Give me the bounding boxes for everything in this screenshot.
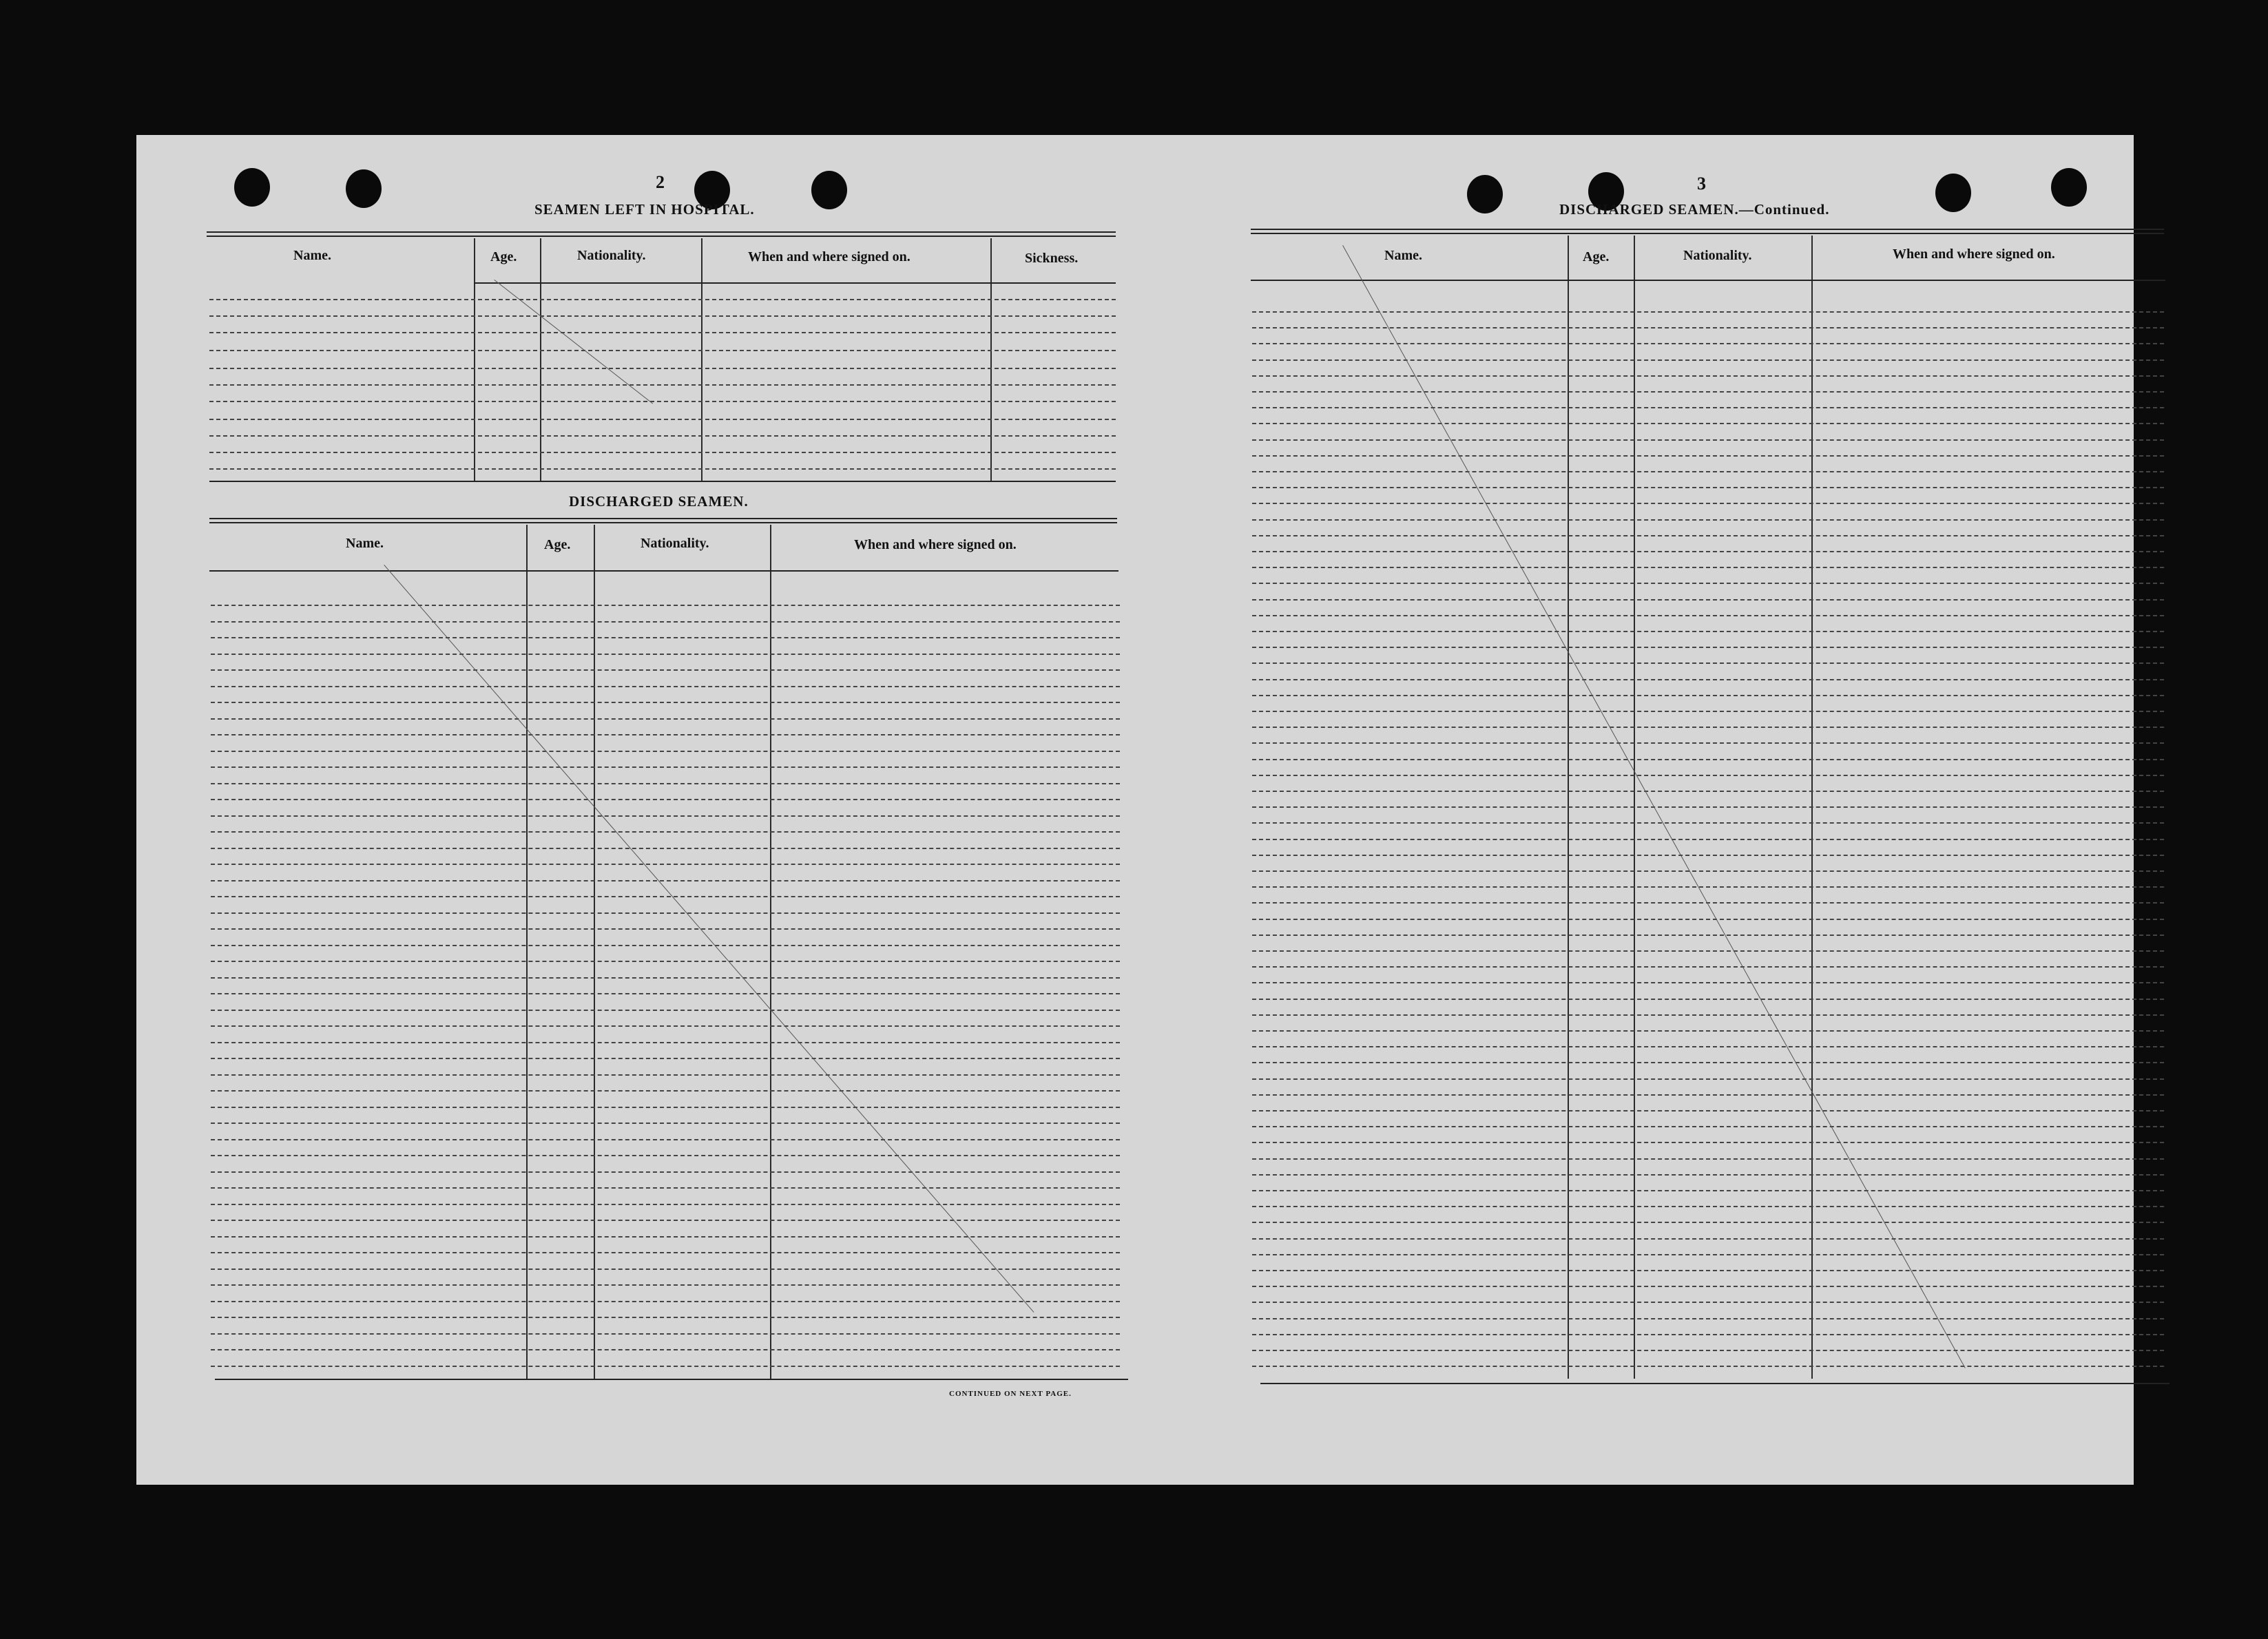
- entry-line: [1252, 806, 2164, 808]
- entry-line: [1252, 1094, 2164, 1096]
- entry-line: [1252, 455, 2164, 457]
- punch-hole: [811, 171, 847, 209]
- entry-line: [211, 1171, 1120, 1173]
- entry-line: [1252, 759, 2164, 760]
- entry-line: [211, 831, 1120, 833]
- discharged-continued-title: DISCHARGED SEAMEN.—Continued.: [1559, 201, 1830, 218]
- entry-line: [209, 368, 1116, 369]
- entry-line: [211, 751, 1120, 752]
- column-header-signed-on: When and where signed on.: [748, 249, 911, 264]
- entry-line: [211, 686, 1120, 687]
- entry-line: [211, 880, 1120, 881]
- rule: [207, 231, 1116, 233]
- entry-line: [211, 1090, 1120, 1092]
- entry-line: [211, 896, 1120, 897]
- entry-line: [1252, 919, 2164, 920]
- rule: [207, 236, 1116, 237]
- entry-line: [209, 468, 1116, 470]
- entry-line: [1252, 375, 2164, 377]
- entry-line: [211, 1155, 1120, 1156]
- hospital-section-title: SEAMEN LEFT IN HOSPITAL.: [534, 201, 755, 218]
- entry-line: [211, 1204, 1120, 1205]
- entry-line: [211, 1349, 1120, 1350]
- entry-line: [211, 928, 1120, 930]
- entry-line: [1252, 870, 2164, 872]
- entry-line: [209, 401, 1116, 402]
- entry-line: [1252, 391, 2164, 393]
- entry-line: [211, 1366, 1120, 1367]
- entry-line: [1252, 1174, 2164, 1176]
- entry-line: [211, 654, 1120, 655]
- entry-line: [211, 1010, 1120, 1011]
- rule: [1260, 1383, 2170, 1384]
- entry-line: [1252, 1110, 2164, 1111]
- entry-line: [1252, 583, 2164, 584]
- column-header-sickness: Sickness.: [1025, 251, 1079, 266]
- entry-line: [1252, 791, 2164, 792]
- entry-line: [211, 1042, 1120, 1043]
- entry-line: [211, 1236, 1120, 1238]
- entry-line: [1252, 343, 2164, 344]
- entry-line: [1252, 886, 2164, 888]
- entry-line: [1252, 1142, 2164, 1143]
- entry-line: [209, 332, 1116, 333]
- entry-line: [1252, 1334, 2164, 1335]
- entry-line: [1252, 775, 2164, 776]
- entry-line: [1252, 615, 2164, 616]
- entry-line: [211, 1074, 1120, 1076]
- entry-line: [211, 1139, 1120, 1140]
- entry-line: [1252, 311, 2164, 313]
- column-divider: [701, 238, 703, 481]
- column-header-name: Name.: [346, 536, 384, 551]
- column-header-age: Age.: [1583, 249, 1610, 264]
- entry-line: [1252, 1078, 2164, 1080]
- header-underline: [474, 282, 1116, 284]
- entry-line: [211, 1107, 1120, 1108]
- discharged-section-title: DISCHARGED SEAMEN.: [569, 493, 749, 510]
- entry-line: [1252, 1254, 2164, 1255]
- entry-line: [211, 799, 1120, 800]
- rule: [1251, 233, 2164, 234]
- entry-line: [211, 977, 1120, 979]
- entry-line: [1252, 439, 2164, 441]
- entry-line: [1252, 1366, 2164, 1367]
- entry-line: [209, 435, 1116, 437]
- column-header-name: Name.: [293, 248, 331, 263]
- rule: [209, 518, 1117, 519]
- entry-line: [1252, 679, 2164, 680]
- entry-line: [211, 815, 1120, 817]
- column-header-nationality: Nationality.: [577, 248, 646, 263]
- entry-line: [209, 452, 1116, 453]
- entry-line: [1252, 1206, 2164, 1207]
- column-divider: [540, 238, 541, 481]
- punch-hole: [1935, 174, 1971, 212]
- entry-line: [211, 1187, 1120, 1189]
- column-header-age: Age.: [544, 537, 571, 552]
- entry-line: [1252, 503, 2164, 504]
- rule: [1251, 229, 2164, 230]
- entry-line: [211, 1058, 1120, 1059]
- entry-line: [1252, 535, 2164, 536]
- punch-hole: [346, 169, 382, 208]
- entry-line: [1252, 1030, 2164, 1032]
- entry-line: [209, 350, 1116, 351]
- header-underline: [209, 570, 1119, 572]
- entry-line: [1252, 1350, 2164, 1351]
- entry-line: [1252, 647, 2164, 648]
- entry-line: [1252, 1238, 2164, 1240]
- cancel-stroke: [384, 565, 1034, 1313]
- entry-line: [1252, 982, 2164, 983]
- page-number: 3: [1697, 174, 1706, 194]
- entry-line: [1252, 822, 2164, 824]
- column-header-signed-on: When and where signed on.: [854, 537, 1017, 552]
- entry-line: [211, 993, 1120, 994]
- punch-hole: [1467, 175, 1503, 213]
- entry-line: [1252, 727, 2164, 728]
- entry-line: [1252, 631, 2164, 632]
- entry-line: [211, 1269, 1120, 1270]
- entry-line: [1252, 1046, 2164, 1047]
- entry-line: [1252, 359, 2164, 361]
- entry-line: [1252, 551, 2164, 552]
- page-number: 2: [656, 172, 665, 192]
- entry-line: [211, 1333, 1120, 1335]
- rule: [209, 522, 1117, 523]
- entry-line: [1252, 695, 2164, 696]
- record-sheet: [136, 135, 2134, 1485]
- entry-line: [211, 637, 1120, 638]
- entry-line: [1252, 1158, 2164, 1160]
- column-header-name: Name.: [1384, 248, 1422, 263]
- entry-line: [211, 1317, 1120, 1318]
- rule: [209, 481, 1116, 482]
- column-divider: [990, 238, 992, 481]
- entry-line: [211, 1220, 1120, 1221]
- entry-line: [1252, 1062, 2164, 1063]
- punch-hole: [2051, 168, 2087, 207]
- entry-line: [211, 621, 1120, 623]
- entry-line: [211, 912, 1120, 914]
- rule: [215, 1379, 1128, 1380]
- entry-line: [1252, 423, 2164, 424]
- entry-line: [211, 1301, 1120, 1302]
- entry-line: [211, 961, 1120, 962]
- entry-line: [1252, 599, 2164, 601]
- entry-line: [211, 1252, 1120, 1253]
- entry-line: [1252, 471, 2164, 472]
- entry-line: [211, 734, 1120, 735]
- entry-line: [211, 702, 1120, 703]
- entry-line: [211, 766, 1120, 768]
- entry-line: [1252, 407, 2164, 408]
- entry-line: [211, 1284, 1120, 1286]
- entry-line: [1252, 999, 2164, 1000]
- entry-line: [211, 864, 1120, 865]
- entry-line: [211, 848, 1120, 849]
- continued-note: CONTINUED ON NEXT PAGE.: [949, 1390, 1072, 1398]
- column-header-signed-on: When and where signed on.: [1893, 247, 2055, 262]
- entry-line: [211, 669, 1120, 671]
- entry-line: [1252, 1014, 2164, 1016]
- entry-line: [209, 299, 1116, 300]
- entry-line: [1252, 1222, 2164, 1223]
- entry-line: [1252, 1286, 2164, 1287]
- column-header-nationality: Nationality.: [641, 536, 709, 551]
- entry-line: [1252, 1270, 2164, 1271]
- entry-line: [1252, 839, 2164, 840]
- entry-line: [1252, 487, 2164, 488]
- column-divider: [474, 238, 475, 481]
- entry-line: [209, 315, 1116, 317]
- entry-line: [1252, 1126, 2164, 1127]
- entry-line: [209, 384, 1116, 386]
- entry-line: [211, 945, 1120, 946]
- entry-line: [211, 605, 1120, 606]
- column-header-nationality: Nationality.: [1683, 248, 1752, 263]
- entry-line: [211, 1025, 1120, 1027]
- entry-line: [211, 718, 1120, 720]
- entry-line: [1252, 567, 2164, 568]
- entry-line: [1252, 935, 2164, 936]
- header-underline: [1251, 280, 2165, 281]
- entry-line: [1252, 855, 2164, 856]
- entry-line: [1252, 1318, 2164, 1319]
- entry-line: [211, 1123, 1120, 1124]
- entry-line: [1252, 966, 2164, 968]
- punch-hole: [234, 168, 270, 207]
- entry-line: [1252, 742, 2164, 744]
- entry-line: [1252, 1302, 2164, 1303]
- entry-line: [1252, 662, 2164, 664]
- entry-line: [1252, 950, 2164, 952]
- entry-line: [211, 783, 1120, 784]
- entry-line: [1252, 1190, 2164, 1191]
- entry-line: [1252, 711, 2164, 712]
- column-header-age: Age.: [490, 249, 517, 264]
- entry-line: [209, 419, 1116, 420]
- entry-line: [1252, 519, 2164, 521]
